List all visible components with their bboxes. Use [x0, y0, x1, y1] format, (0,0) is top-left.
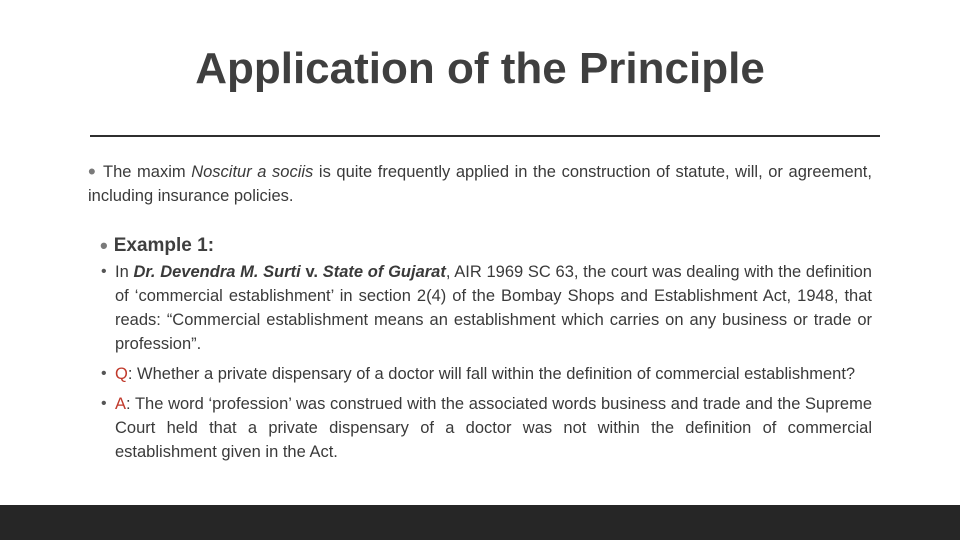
sub-bullet-icon: •: [101, 395, 107, 412]
intro-text-before: The maxim: [103, 163, 192, 181]
sub-bullet-icon: •: [101, 263, 107, 280]
answer-text: : The word ‘profession’ was construed with the associated words business and trade and the Supreme Court held that a private dispensary of a doctor was not within the definition of commercial establishment given in the Act.: [115, 395, 872, 461]
question-text: : Whether a private dispensary of a doctor will fall within the definition of commercial establishment?: [127, 365, 856, 383]
intro-paragraph: [88, 160, 872, 208]
intro-text-after: is quite frequently applied in the construction of statute, will, or agreement, including insurance policies.: [88, 163, 872, 205]
example-heading-text: Example 1:: [113, 235, 215, 256]
question-label: Q: [115, 365, 128, 383]
example-heading: [88, 234, 872, 258]
sub-bullet-icon: •: [101, 365, 107, 382]
case-prefix: In: [115, 263, 134, 281]
case-party-1: Dr. Devendra M. Surti: [133, 263, 301, 281]
case-party-2: State of Gujarat: [322, 263, 446, 281]
question-point: [101, 362, 872, 386]
answer-label: A: [115, 395, 127, 413]
slide-content: [88, 160, 872, 470]
title-divider: [90, 135, 880, 137]
footer-bar: [0, 505, 960, 540]
example-points: [88, 260, 872, 464]
case-text: , AIR 1969 SC 63, the court was dealing with the definition of ‘commercial establishment’ in section 2(4) of the Bombay Shops and Establishment Act, 1948, that reads: “Commercial establishment means an establishment which carries on any business or trade or profession”.: [115, 263, 872, 353]
slide-title: Application of the Principle: [195, 44, 765, 93]
bullet-icon: •: [100, 233, 108, 258]
bullet-icon: •: [88, 159, 96, 184]
case-versus: v.: [300, 263, 323, 281]
answer-point: [101, 392, 872, 464]
case-point: [101, 260, 872, 356]
maxim-name: Noscitur a sociis: [191, 163, 314, 181]
